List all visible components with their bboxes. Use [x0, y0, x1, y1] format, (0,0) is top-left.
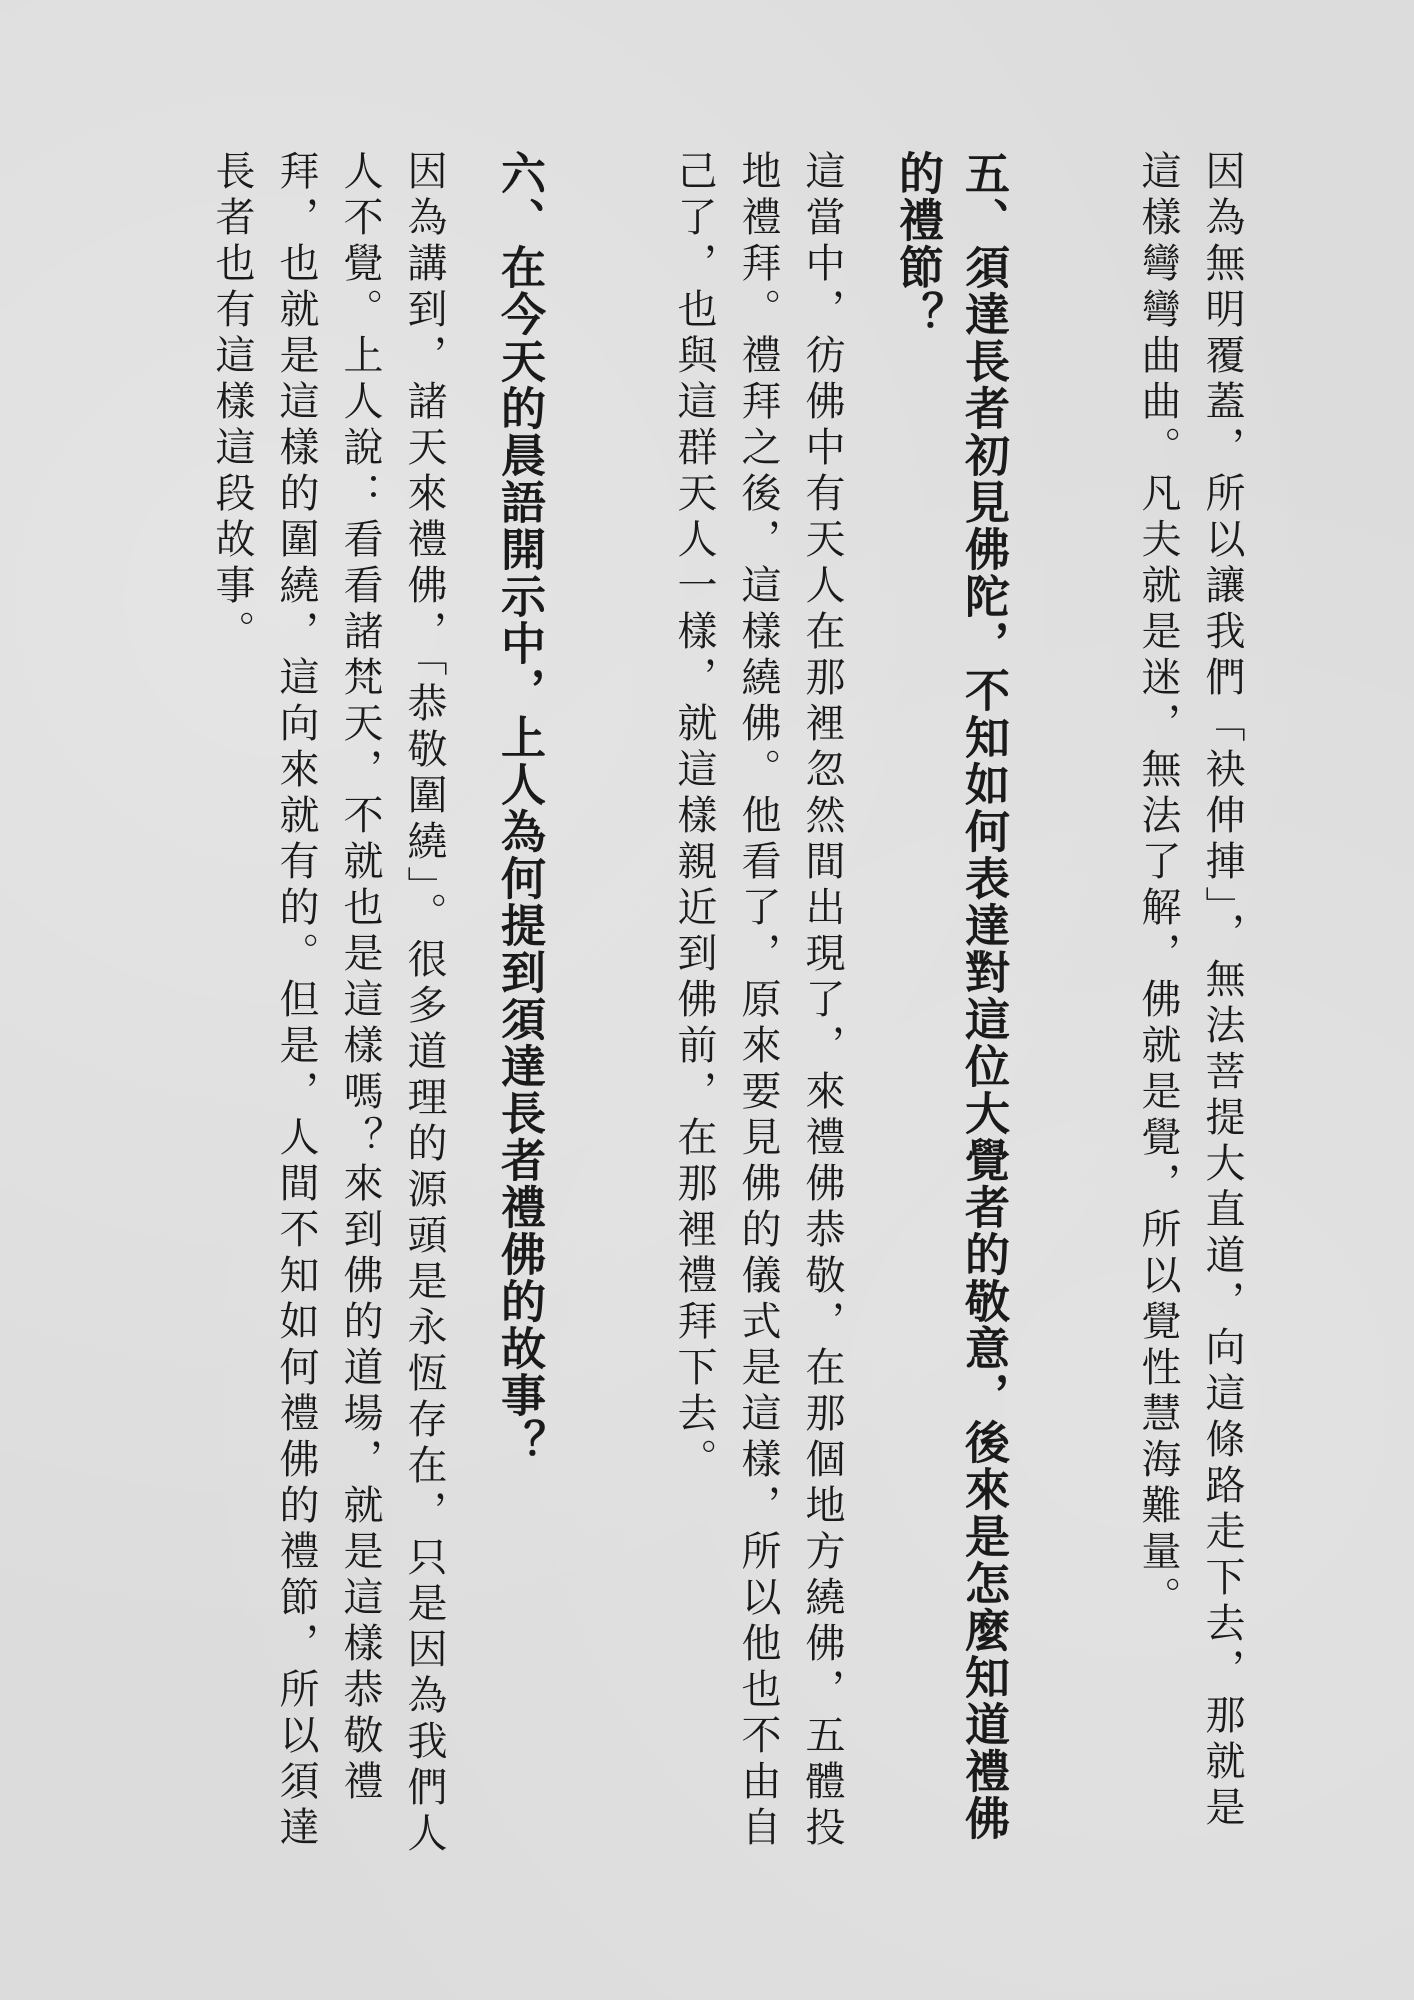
heading-five: 五、須達長者初見佛陀，不知如何表達對這位大覺者的敬意，後來是怎麼知道禮佛的禮節？ — [891, 150, 1010, 1842]
paragraph-intro: 因為無明覆蓋，所以讓我們「袂伸捙」，無法菩提大直道，向這條路走下去，那就是這樣彎彎曲曲。凡夫就是迷，無法了解，佛就是覺，所以覺性慧海難量。 — [1135, 150, 1245, 1832]
vertical-text-block — [200, 150, 1254, 1870]
paragraph-five: 這當中，彷佛中有天人在那裡忽然間出現了，來禮佛恭敬，在那個地方繞佛，五體投地禮拜。禮拜之後，這樣繞佛。他看了，原來要見佛的儀式是這樣，所以他也不由自己了，也與這群天人一樣，就這樣親近到佛前，在那裡禮拜下去。 — [671, 150, 845, 1852]
paragraph-six: 因為講到，諸天來禮佛，「恭敬圍繞」。很多道理的源頭是永恆存在，只是因為我們人人不覺。上人說：看看諸梵天，不就也是這樣嗎？來到佛的道場，就是這樣恭敬禮拜，也就是這樣的圍繞，這向來就有的。但是，人間不知如何禮佛的禮節，所以須達長者也有這樣這段故事。 — [209, 150, 447, 1858]
heading-six: 六、在今天的晨語開示中，上人為何提到須達長者禮佛的故事？ — [493, 150, 546, 1466]
